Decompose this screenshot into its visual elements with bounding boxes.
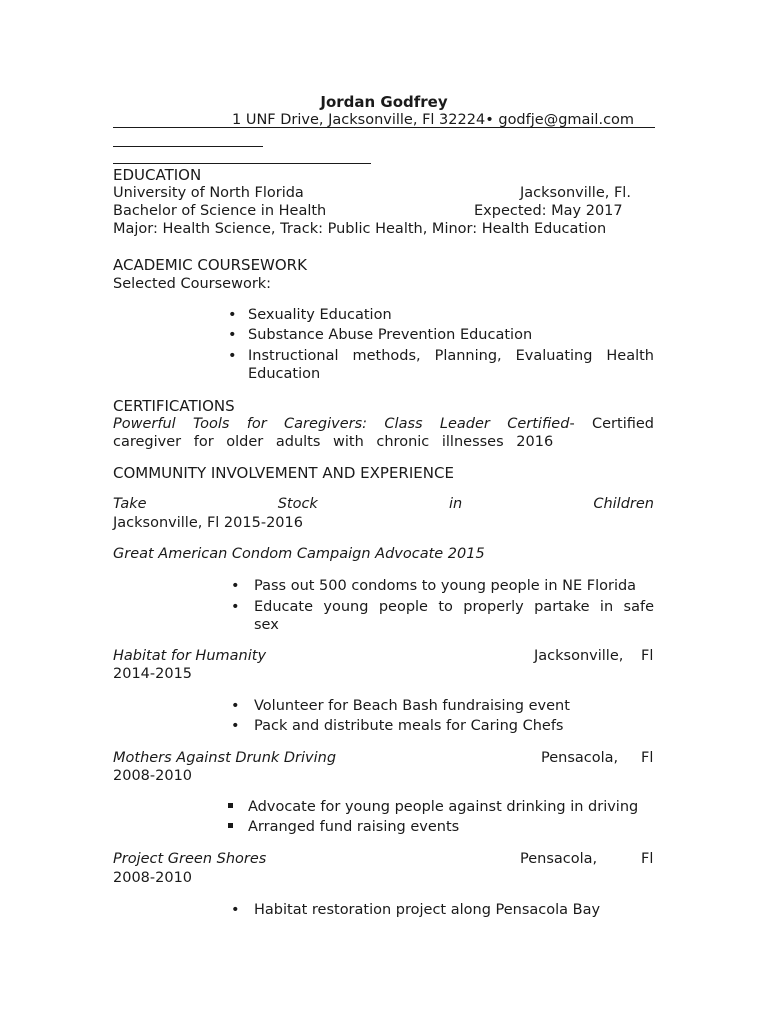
- gacc-item: Educate young people to properly partake in safe sex: [254, 599, 654, 633]
- school-name: University of North Florida: [113, 185, 304, 201]
- tsic-location-years: Jacksonville, Fl 2015-2016: [113, 515, 303, 531]
- degree: Bachelor of Science in Health: [113, 203, 327, 219]
- square-bullet-icon: [228, 803, 233, 808]
- hfh-state: Fl: [641, 648, 654, 664]
- address-text: 1 UNF Drive, Jacksonville, Fl 32224: [232, 112, 486, 128]
- underline-contact: [113, 127, 655, 128]
- certification-desc: - Certified caregiver for older adults with chronic illnesses 2016: [113, 416, 654, 450]
- course-item: Substance Abuse Prevention Education: [248, 327, 533, 343]
- hfh-city: Jacksonville,: [534, 648, 624, 664]
- email-text: godfje@gmail.com: [498, 112, 635, 128]
- bullet-icon: •: [231, 698, 240, 714]
- gacc-title: Great American Condom Campaign Advocate 2015: [113, 546, 485, 562]
- gacc-item: Pass out 500 condoms to young people in NE Florida: [254, 578, 637, 594]
- hfh-item: Pack and distribute meals for Caring Chefs: [254, 718, 564, 734]
- expected-date: Expected: May 2017: [474, 203, 623, 219]
- education-heading: EDUCATION: [113, 166, 202, 184]
- bullet-icon: •: [231, 599, 240, 615]
- tsic-title: [113, 495, 654, 513]
- pgs-city: Pensacola,: [520, 851, 598, 867]
- square-bullet-icon: [228, 823, 233, 828]
- tsic-word: Children: [593, 496, 654, 512]
- major-line: Major: Health Science, Track: Public Health, Minor: Health Education: [113, 221, 607, 237]
- madd-item: Advocate for young people against drinking in driving: [248, 799, 639, 815]
- pgs-years: 2008-2010: [113, 870, 193, 886]
- pgs-state: Fl: [641, 851, 654, 867]
- coursework-heading: ACADEMIC COURSEWORK: [113, 256, 307, 274]
- certification-title: Powerful Tools for Caregivers: Class Leader Certified: [113, 416, 570, 432]
- hfh-item: Volunteer for Beach Bash fundraising event: [254, 698, 570, 714]
- pgs-item: Habitat restoration project along Pensacola Bay: [254, 902, 601, 918]
- madd-city: Pensacola,: [541, 750, 619, 766]
- underline-short: [113, 146, 263, 147]
- school-location: Jacksonville, Fl.: [520, 185, 631, 201]
- hfh-years: 2014-2015: [113, 666, 193, 682]
- bullet-icon: •: [231, 902, 240, 918]
- hfh-title: Habitat for Humanity: [113, 648, 267, 664]
- madd-title: Mothers Against Drunk Driving: [113, 750, 337, 766]
- bullet-icon: •: [228, 307, 237, 323]
- madd-state: Fl: [641, 750, 654, 766]
- resume-name: Jordan Godfrey: [320, 93, 448, 111]
- bullet-icon: •: [231, 578, 240, 594]
- community-heading: COMMUNITY INVOLVEMENT AND EXPERIENCE: [113, 464, 454, 482]
- tsic-word: Take: [113, 496, 147, 512]
- madd-item: Arranged fund raising events: [248, 819, 460, 835]
- tsic-word: Stock: [277, 496, 318, 512]
- course-item: Sexuality Education: [248, 307, 392, 323]
- bullet-icon: •: [228, 327, 237, 343]
- bullet-icon: •: [231, 718, 240, 734]
- coursework-intro: Selected Coursework:: [113, 276, 272, 292]
- certification-entry: [113, 415, 654, 451]
- course-item: Instructional methods, Planning, Evaluating Health Education: [248, 348, 654, 382]
- tsic-word: in: [448, 496, 463, 512]
- pgs-title: Project Green Shores: [113, 851, 267, 867]
- madd-years: 2008-2010: [113, 768, 193, 784]
- bullet-icon: •: [228, 348, 237, 364]
- certifications-heading: CERTIFICATIONS: [113, 397, 235, 415]
- underline-rule: [113, 163, 371, 164]
- bullet-separator: •: [485, 112, 494, 128]
